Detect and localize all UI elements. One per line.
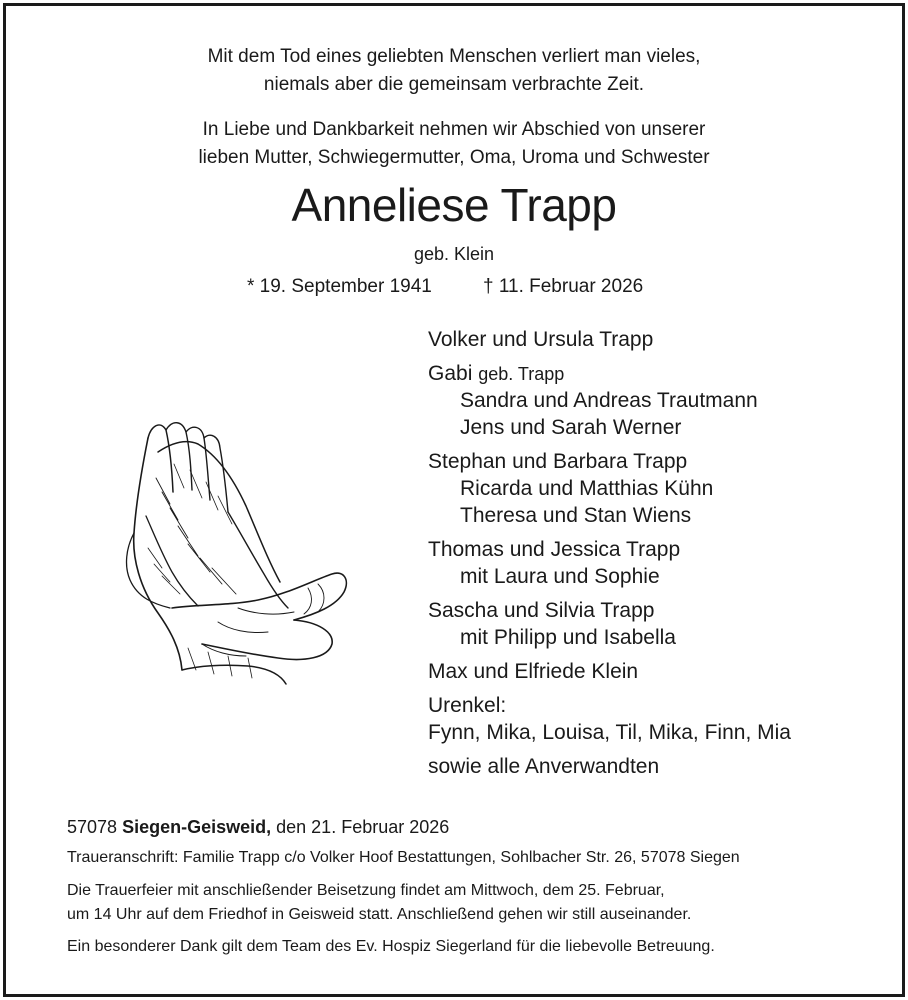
family-philipp: mit Philipp und Isabella — [460, 626, 676, 649]
family-sandra: Sandra und Andreas Trautmann — [460, 389, 758, 412]
family-sascha: Sascha und Silvia Trapp — [428, 599, 655, 622]
intro-line-2: lieben Mutter, Schwiegermutter, Oma, Uroma und Schwester — [198, 147, 710, 168]
birth-date: * 19. September 1941 — [247, 276, 432, 297]
intro-line-1: In Liebe und Dankbarkeit nehmen wir Abschied von unserer — [202, 119, 706, 140]
family-urenkel-label: Urenkel: — [428, 694, 507, 717]
deceased-name: Anneliese Trapp — [291, 179, 617, 231]
family-max: Max und Elfriede Klein — [428, 660, 639, 683]
notice-date: den 21. Februar 2026 — [276, 817, 450, 837]
funeral-line-1: Die Trauerfeier mit anschließender Beisetzung findet am Mittwoch, dem 25. Februar, — [67, 882, 665, 899]
funeral-line-2: um 14 Uhr auf dem Friedhof in Geisweid statt. Anschließend gehen wir still auseinander. — [67, 906, 692, 923]
place-date-line — [67, 817, 449, 838]
family-relatives: sowie alle Anverwandten — [428, 755, 660, 778]
family-urenkel-names: Fynn, Mika, Louisa, Til, Mika, Finn, Mia — [428, 721, 791, 744]
family-gabi-name: Gabi — [428, 362, 473, 385]
thanks-line: Ein besonderer Dank gilt dem Team des Ev. Hospiz Siegerland für die liebevolle Betreuung. — [67, 938, 715, 955]
family-gabi — [428, 362, 564, 386]
family-ricarda: Ricarda und Matthias Kühn — [460, 477, 714, 500]
death-date: † 11. Februar 2026 — [483, 276, 644, 297]
family-stephan: Stephan und Barbara Trapp — [428, 450, 688, 473]
family-laura: mit Laura und Sophie — [460, 565, 660, 588]
postcode: 57078 — [67, 817, 118, 837]
family-volker: Volker und Ursula Trapp — [428, 328, 654, 351]
quote-line-1: Mit dem Tod eines geliebten Menschen verliert man vieles, — [207, 46, 701, 67]
family-jens: Jens und Sarah Werner — [460, 416, 682, 439]
family-thomas: Thomas und Jessica Trapp — [428, 538, 681, 561]
mourning-address: Traueranschrift: Familie Trapp c/o Volker Hoof Bestattungen, Sohlbacher Str. 26, 57078 Siegen — [67, 849, 740, 866]
family-theresa: Theresa und Stan Wiens — [460, 504, 692, 527]
quote-line-2: niemals aber die gemeinsam verbrachte Zeit. — [263, 74, 645, 95]
maiden-name: geb. Klein — [413, 244, 495, 264]
praying-hands-icon — [118, 408, 353, 693]
family-gabi-suffix: geb. Trapp — [478, 364, 565, 384]
place-name: Siegen-Geisweid, — [122, 817, 272, 837]
